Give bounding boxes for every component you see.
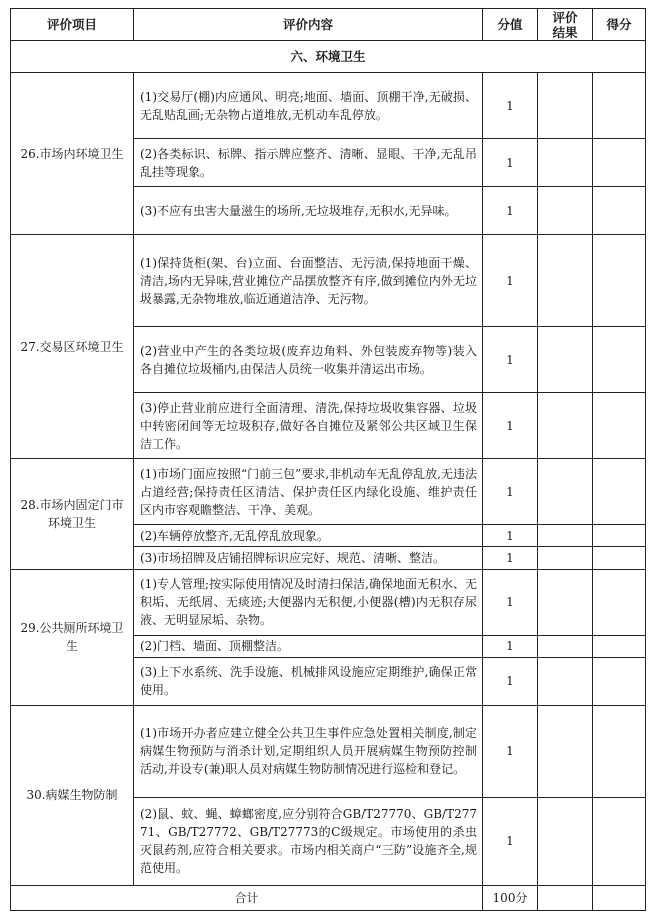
got-cell <box>593 635 646 657</box>
content-cell: (1)交易厅(棚)内应通风、明亮;地面、墙面、顶棚干净,无破损、无乱贴乱画;无杂物占道堆放,无机动车乱停放。 <box>134 73 483 139</box>
content-cell: (1)市场门面应按照“门前三包”要求,非机动车无乱停乱放,无违法占道经营;保持责任区清洁、保护责任区内绿化设施、维护责任区内市容观瞻整洁、干净、美观。 <box>134 459 483 525</box>
result-cell <box>538 797 593 885</box>
result-cell <box>538 235 593 327</box>
got-cell <box>593 73 646 139</box>
got-cell <box>593 657 646 705</box>
result-cell <box>538 139 593 187</box>
content-cell: (2)鼠、蚊、蝇、蟑螂密度,应分别符合GB/T27770、GB/T27771、GB/T27772、GB/T27773的C级规定。市场使用的杀虫灭鼠药剂,应符合相关要求。市场内相关商户“三防”设施齐全,规范使用。 <box>134 797 483 885</box>
total-label: 合计 <box>11 885 483 910</box>
score-cell: 1 <box>483 73 538 139</box>
result-cell <box>538 547 593 569</box>
item-title: 26.市场内环境卫生 <box>11 73 134 235</box>
got-cell <box>593 187 646 235</box>
got-cell <box>593 327 646 393</box>
got-cell <box>593 139 646 187</box>
result-cell <box>538 525 593 547</box>
got-cell <box>593 547 646 569</box>
item-title: 27.交易区环境卫生 <box>11 235 134 459</box>
score-cell: 1 <box>483 187 538 235</box>
score-cell: 1 <box>483 705 538 797</box>
table-row <box>11 235 646 327</box>
result-cell <box>538 459 593 525</box>
header-result-line1: 评价 <box>552 9 578 25</box>
result-cell <box>538 705 593 797</box>
result-cell <box>538 569 593 635</box>
content-cell: (1)保持货柜(架、台)立面、台面整洁、无污渍,保持地面干燥、清洁,场内无异味,营业摊位产品摆放整齐有序,做到摊位内外无垃圾暴露,无杂物堆放,临近通道洁净、无污物。 <box>134 235 483 327</box>
header-score: 分值 <box>483 9 538 41</box>
got-cell <box>593 235 646 327</box>
content-cell: (3)不应有虫害大量滋生的场所,无垃圾堆存,无积水,无异味。 <box>134 187 483 235</box>
result-cell <box>538 635 593 657</box>
got-cell <box>593 569 646 635</box>
header-content: 评价内容 <box>134 9 483 41</box>
table-row <box>11 73 646 139</box>
header-item: 评价项目 <box>11 9 134 41</box>
score-cell: 1 <box>483 525 538 547</box>
content-cell: (2)各类标识、标牌、指示牌应整齐、清晰、显眼、干净,无乱吊乱挂等现象。 <box>134 139 483 187</box>
total-result-cell <box>538 885 593 910</box>
section-title: 六、环境卫生 <box>11 41 646 73</box>
section-row <box>11 41 646 73</box>
content-cell: (2)车辆停放整齐,无乱停乱放现象。 <box>134 525 483 547</box>
total-score: 100分 <box>483 885 538 910</box>
got-cell <box>593 459 646 525</box>
item-title: 29.公共厕所环境卫生 <box>11 569 134 705</box>
got-cell <box>593 797 646 885</box>
content-cell: (1)专人管理;按实际使用情况及时清扫保洁,确保地面无积水、无积垢、无纸屑、无痰迹;大便器内无积便,小便器(槽)内无积存尿液、无明显尿垢、杂物。 <box>134 569 483 635</box>
score-cell: 1 <box>483 393 538 459</box>
got-cell <box>593 525 646 547</box>
score-cell: 1 <box>483 797 538 885</box>
got-cell <box>593 393 646 459</box>
content-cell: (2)门档、墙面、顶棚整洁。 <box>134 635 483 657</box>
content-cell: (1)市场开办者应建立健全公共卫生事件应急处置相关制度,制定病媒生物预防与消杀计划,定期组织人员开展病媒生物预防控制活动,并设专(兼)职人员对病媒生物防制情况进行巡检和登记。 <box>134 705 483 797</box>
evaluation-table <box>10 8 646 911</box>
item-title: 30.病媒生物防制 <box>11 705 134 885</box>
result-cell <box>538 393 593 459</box>
total-got-cell <box>593 885 646 910</box>
header-got: 得分 <box>593 9 646 41</box>
result-cell <box>538 73 593 139</box>
score-cell: 1 <box>483 327 538 393</box>
table-row <box>11 569 646 635</box>
result-cell <box>538 657 593 705</box>
content-cell: (3)停止营业前应进行全面清理、清洗,保持垃圾收集容器、垃圾中转密闭间等无垃圾积存,做好各自摊位及紧邻公共区域卫生保洁工作。 <box>134 393 483 459</box>
score-cell: 1 <box>483 569 538 635</box>
content-cell: (2)营业中产生的各类垃圾(废弃边角料、外包装废弃物等)装入各自摊位垃圾桶内,由保洁人员统一收集并清运出市场。 <box>134 327 483 393</box>
score-cell: 1 <box>483 235 538 327</box>
content-cell: (3)市场招牌及店铺招牌标识应完好、规范、清晰、整洁。 <box>134 547 483 569</box>
score-cell: 1 <box>483 657 538 705</box>
got-cell <box>593 705 646 797</box>
score-cell: 1 <box>483 547 538 569</box>
score-cell: 1 <box>483 635 538 657</box>
score-cell: 1 <box>483 459 538 525</box>
content-cell: (3)上下水系统、洗手设施、机械排风设施应定期维护,确保正常使用。 <box>134 657 483 705</box>
header-row <box>11 9 646 41</box>
table-row <box>11 705 646 797</box>
header-result-line2: 结果 <box>552 24 578 40</box>
item-title: 28.市场内固定门市环境卫生 <box>11 459 134 569</box>
header-result <box>538 9 593 41</box>
result-cell <box>538 327 593 393</box>
table-row <box>11 459 646 525</box>
result-cell <box>538 187 593 235</box>
score-cell: 1 <box>483 139 538 187</box>
total-row <box>11 885 646 910</box>
